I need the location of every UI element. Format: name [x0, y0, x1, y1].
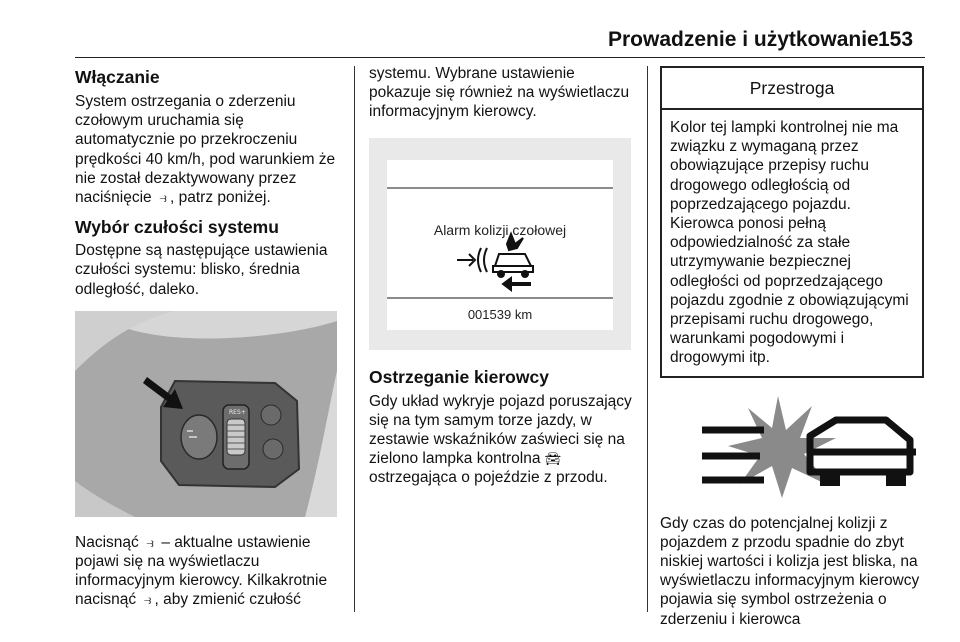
column-2 — [369, 64, 633, 488]
paragraph-sensitivity: Dostępne są następujące ustawienia czułości systemu: blisko, średnia odległość, daleko. — [75, 242, 328, 298]
paragraph-press — [75, 533, 343, 610]
wheel-button-label: RES+ — [229, 408, 246, 416]
column-divider-1 — [354, 66, 355, 612]
page-header — [0, 22, 960, 62]
car-distance-icon: ⥽ — [146, 534, 154, 550]
display-title: Alarm kolizji czołowej — [433, 221, 567, 238]
column-1 — [75, 64, 343, 610]
heading-driver-warning: Ostrzeganie kierowcy — [369, 366, 549, 387]
paragraph-activation — [75, 92, 343, 207]
section-title: Prowadzenie i użytkowanie — [608, 28, 879, 51]
paragraph-activation-text-b: , patrz poniżej. — [170, 189, 271, 207]
paragraph-setting-shown: systemu. Wybrane ustawienie pokazuje się również na wyświetlaczu informacyjnym kierowcy. — [369, 65, 630, 121]
car-distance-icon: ⥽ — [159, 190, 167, 206]
column-divider-2 — [647, 66, 648, 612]
caution-text: Kolor tej lampki kontrolnej nie ma związku z wymaganą przez obowiązujące przepisy ruchu drogowego odległością od poprzedzającego pojazdu. Kierowca ponosi pełną odpowiedzialność za stałe utrzymywanie bezpiecznej odległości od poprzedzającego pojazdu zgodnie z obowiązującymi przepisami ruchu drogowego, warunkami pogodowymi i drogowymi itp. — [670, 119, 909, 367]
driver-info-display-figure — [369, 138, 631, 350]
paragraph-press-text-b: – aktualne ustawienie pojawi się na wyświetlaczu informacyjnym kierowcy. Kilkakrotnie nacisnąć — [75, 533, 328, 609]
paragraph-collision-imminent: Gdy czas do potencjalnej kolizji z pojazdem z przodu spadnie do zbyt niskiej wartości i kolizja jest bliska, na wyświetlaczu informacyjnym kierowcy pojawia się symbol ostrzeżenia o zderzeniu i kierowca — [660, 514, 920, 628]
steering-wheel-figure — [75, 311, 337, 517]
paragraph-press-text-c: , aby zmienić czułość — [154, 591, 301, 609]
collision-symbol-figure — [660, 390, 926, 502]
page-number: 153 — [878, 28, 914, 51]
paragraph-activation-text-a: System ostrzegania o zderzeniu czołowym uruchamia się automatycznie po przekroczeniu prędkości 40 km/h, pod warunkiem że nie został dezaktywowany przez naciśnięcie — [75, 93, 336, 207]
header-rule — [75, 57, 925, 58]
heading-wlaczanie: Włączanie — [75, 67, 160, 87]
column-3 — [660, 64, 926, 629]
display-odometer: 001539 km — [467, 306, 533, 322]
paragraph-driver-warning — [369, 392, 633, 488]
paragraph-driver-warning-text-b: ostrzegająca o pojeździe z przodu. — [369, 469, 608, 487]
paragraph-driver-warning-text-a: Gdy układ wykryje pojazd poruszający się na tym samym torze jazdy, w zestawie wskaźników zaświeci się na zielono lampka kontrolna — [369, 392, 632, 468]
car-distance-icon: ⥽ — [143, 592, 152, 608]
caution-title: Przestroga — [662, 68, 922, 110]
paragraph-press-text-a: Nacisnąć — [75, 533, 144, 551]
caution-box — [660, 66, 924, 378]
heading-sensitivity: Wybór czułości systemu — [75, 217, 279, 238]
car-front-icon: 🚘︎ — [544, 451, 562, 467]
